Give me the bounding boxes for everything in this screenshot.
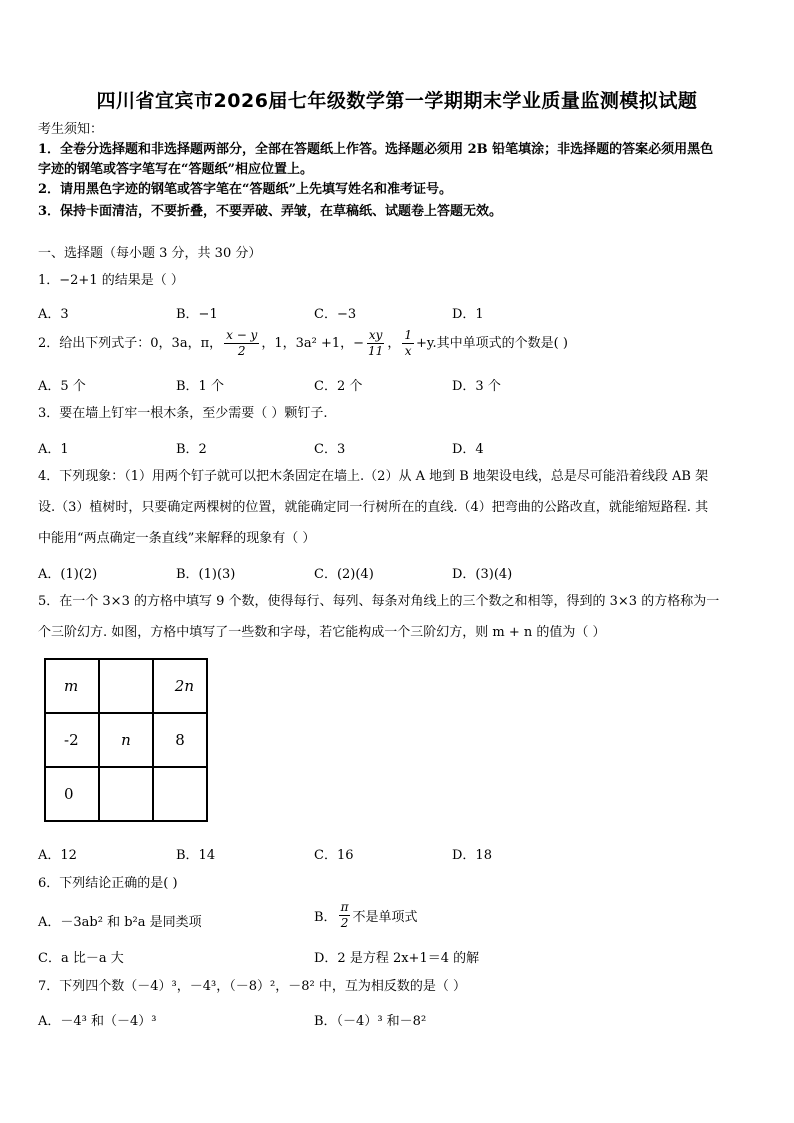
q6-option-b-fraction <box>339 900 351 931</box>
q2-fraction-2 <box>366 328 385 359</box>
q6-option-b-suffix: 不是单项式 <box>352 910 418 925</box>
q2-fraction-2-den: 11 <box>368 344 384 358</box>
q6-option-a: A．－3ab² 和 b²a 是同类项 <box>38 915 202 930</box>
q3-option-a: A．1 <box>38 442 69 457</box>
q1-option-c: C．−3 <box>314 307 357 322</box>
q2-option-a: A．5 个 <box>38 379 86 394</box>
q5-option-a: A．12 <box>38 848 77 863</box>
q2-fraction-3-den: x <box>404 344 412 358</box>
q2-mid-1: ，1，3a² +1，− <box>261 335 365 351</box>
q7-option-a: A．－4³ 和（－4）³ <box>38 1014 157 1029</box>
q6-option-b-num: π <box>340 900 349 914</box>
q2-fraction-1-num: x − y <box>226 328 258 342</box>
q6-option-b <box>314 900 417 931</box>
notice-item-1: 1．全卷分选择题和非选择题两部分，全部在答题纸上作答。选择题必须用 2B 铅笔填涂；非选择题的答案必须用黑色 <box>38 142 714 157</box>
question-2-stem <box>38 328 568 359</box>
q2-mid-2: ， <box>387 335 401 351</box>
grid-cell-6: 8 <box>153 713 207 767</box>
question-5-line-2: 个三阶幻方. 如图，方格中填写了一些数和字母，若它能构成一个三阶幻方，则 m + n 的值为（ ） <box>38 625 606 640</box>
q5-option-b: B．14 <box>176 848 216 863</box>
grid-cell-4: -2 <box>45 713 99 767</box>
q2-fraction-3 <box>402 328 414 359</box>
grid-cell-8 <box>99 767 153 821</box>
notice-heading: 考生须知： <box>38 122 104 137</box>
q2-option-b: B．1 个 <box>176 379 224 394</box>
q3-option-d: D．4 <box>452 442 484 457</box>
grid-cell-1: m <box>45 659 99 713</box>
q2-fraction-3-num: 1 <box>404 328 412 342</box>
q4-option-c: C．(2)(4) <box>314 567 374 582</box>
q5-option-d: D．18 <box>452 848 492 863</box>
grid-cell-3: 2n <box>153 659 207 713</box>
q2-option-d: D．3 个 <box>452 379 501 394</box>
q4-option-a: A．(1)(2) <box>38 567 98 582</box>
question-6-stem: 6．下列结论正确的是( ) <box>38 876 178 891</box>
magic-square-grid <box>44 658 208 822</box>
question-1-stem: 1．−2+1 的结果是（ ） <box>38 273 184 288</box>
question-4-line-3: 中能用“两点确定一条直线”来解释的现象有（ ） <box>38 531 316 546</box>
notice-item-1-cont: 字迹的钢笔或答字笔写在“答题纸”相应位置上。 <box>38 162 313 177</box>
q1-option-b: B．−1 <box>176 307 218 322</box>
q2-option-c: C．2 个 <box>314 379 363 394</box>
q3-option-c: C．3 <box>314 442 346 457</box>
q5-option-c: C．16 <box>314 848 354 863</box>
q1-option-d: D．1 <box>452 307 484 322</box>
q6-option-d: D．2 是方程 2x+1＝4 的解 <box>314 951 480 966</box>
grid-cell-9 <box>153 767 207 821</box>
q1-option-a: A．3 <box>38 307 69 322</box>
grid-cell-7: 0 <box>45 767 99 821</box>
grid-cell-2 <box>99 659 153 713</box>
q2-fraction-1 <box>224 328 259 359</box>
q4-option-b: B．(1)(3) <box>176 567 236 582</box>
q2-fraction-1-den: 2 <box>237 344 246 358</box>
q6-option-b-prefix: B． <box>314 910 337 925</box>
page-title: 四川省宜宾市2026届七年级数学第一学期期末学业质量监测模拟试题 <box>96 90 698 112</box>
notice-item-2: 2．请用黑色字迹的钢笔或答字笔在“答题纸”上先填写姓名和准考证号。 <box>38 182 453 197</box>
question-4-line-1: 4．下列现象：（1）用两个钉子就可以把木条固定在墙上.（2）从 A 地到 B 地架设电线，总是尽可能沿着线段 AB 架 <box>38 469 709 484</box>
section-heading: 一、选择题（每小题 3 分，共 30 分） <box>38 246 262 261</box>
question-5-line-1: 5．在一个 3×3 的方格中填写 9 个数，使得每行、每列、每条对角线上的三个数之和相等，得到的 3×3 的方格称为一 <box>38 594 720 609</box>
q4-option-d: D．(3)(4) <box>452 567 513 582</box>
q7-option-b: B．（－4）³ 和－8² <box>314 1014 427 1029</box>
notice-item-3: 3．保持卡面清洁，不要折叠，不要弄破、弄皱，在草稿纸、试题卷上答题无效。 <box>38 204 503 219</box>
q6-option-c: C．a 比－a 大 <box>38 951 124 966</box>
q2-prefix: 2．给出下列式子：0，3a，π， <box>38 335 223 351</box>
q3-option-b: B．2 <box>176 442 207 457</box>
question-7-stem: 7．下列四个数（－4）³，－4³，（－8）²，－8² 中，互为相反数的是（ ） <box>38 979 466 994</box>
q6-option-b-den: 2 <box>340 916 349 930</box>
question-3-stem: 3．要在墙上钉牢一根木条，至少需要（ ）颗钉子. <box>38 406 328 421</box>
question-4-line-2: 设.（3）植树时，只要确定两棵树的位置，就能确定同一行树所在的直线.（4）把弯曲的公路改直，就能缩短路程. 其 <box>38 500 709 515</box>
q2-fraction-2-num: xy <box>368 328 383 342</box>
grid-cell-5: n <box>99 713 153 767</box>
q2-suffix: +y.其中单项式的个数是( ) <box>415 335 568 351</box>
